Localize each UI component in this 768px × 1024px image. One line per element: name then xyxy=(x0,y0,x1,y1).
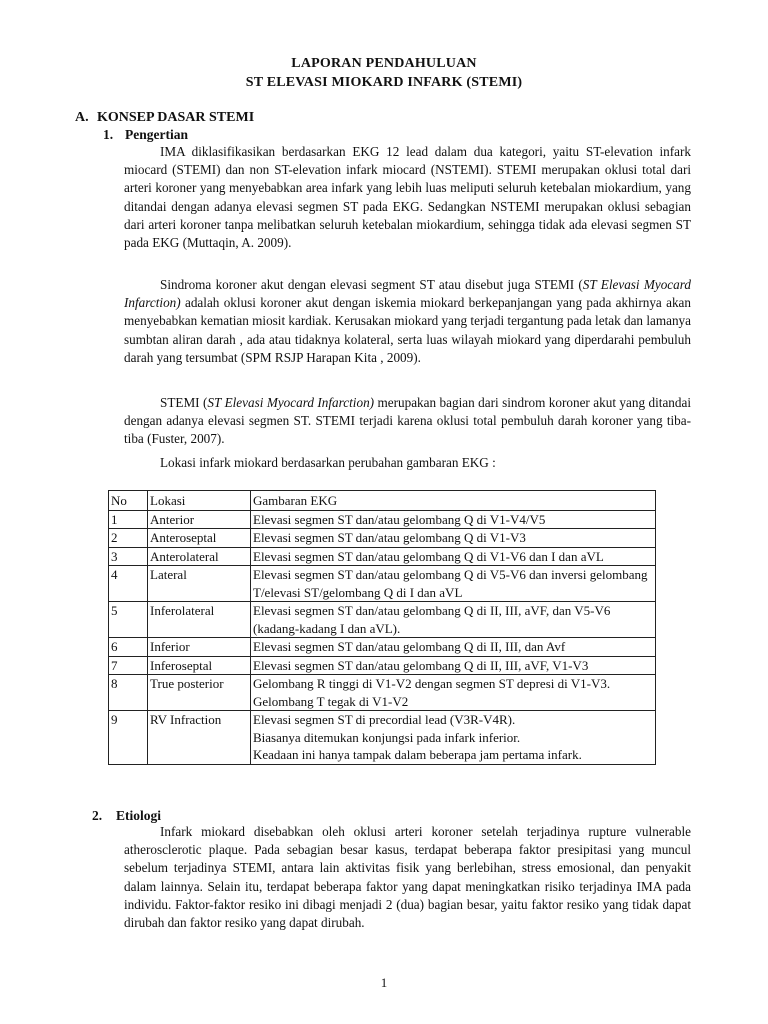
table-cell-ekg: Elevasi segmen ST dan/atau gelombang Q di II, III, dan Avf xyxy=(251,638,656,657)
table-cell-ekg: Elevasi segmen ST di precordial lead (V3R-V4R). Biasanya ditemukan konjungsi pada infark inferior. Keadaan ini hanya tampak dalam beberapa jam pertama infark. xyxy=(251,711,656,765)
table-cell-no: 1 xyxy=(109,510,148,529)
table-cell-location: Inferior xyxy=(148,638,251,657)
table-cell-ekg: Elevasi segmen ST dan/atau gelombang Q di V1-V6 dan I dan aVL xyxy=(251,547,656,566)
table-cell-location: Anterolateral xyxy=(148,547,251,566)
paragraph-etiology: Infark miokard disebabkan oleh oklusi arteri koroner setelah terjadinya rupture vulnerable atherosclerotic plaque. Pada sebagian besar kasus, terdapat beberapa faktor presipitasi yang muncul sebelum terjadinya STEMI, antara lain aktivitas fisik yang berlebihan, stress emosional, dan penyakit dalam lainnya. Selain itu, terdapat beberapa faktor yang dapat meningkatkan risiko terjadinya IMA pada individu. Faktor-faktor resiko ini dibagi menjadi 2 (dua) bagian besar, yaitu faktor resiko yang tidak dapat dirubah dan faktor resiko yang dapat dirubah. xyxy=(124,824,691,931)
table-cell-ekg: Gelombang R tinggi di V1-V2 dengan segmen ST depresi di V1-V3. Gelombang T tegak di V1-V2 xyxy=(251,675,656,711)
table-cell-no: 9 xyxy=(109,711,148,765)
section-a-title: KONSEP DASAR STEMI xyxy=(97,110,255,125)
table-cell-location: Inferolateral xyxy=(148,602,251,638)
table-cell-no: 5 xyxy=(109,602,148,638)
table-cell-no: 3 xyxy=(109,547,148,566)
table-cell-no: 2 xyxy=(109,529,148,548)
ekg-location-table xyxy=(108,490,656,765)
table-cell-location: RV Infraction xyxy=(148,711,251,765)
subsection-2-title: Etiologi xyxy=(116,808,162,823)
table-cell-no: 7 xyxy=(109,656,148,675)
paragraph-stemi-part-text-1: STEMI ( xyxy=(160,395,208,410)
paragraph-stemi-part xyxy=(124,394,691,449)
paragraph-stemi-part-italic: ST Elevasi Myocard Infarction) xyxy=(207,395,375,410)
paragraph-stemi-acs-text-2: adalah oklusi koroner akut dengan iskemia miokard berkepanjangan yang pada akhirnya akan menyebabkan kematian miosit kardiak. Kerusakan miokard yang terjadi tergantung pada letak dan lamanya sumbtan aliran darah , ada atau tidaknya kolateral, serta luas wilayah miokard yang diperdarahi pembuluh darah yang tersumbat (SPM RSJP Harapan Kita , 2009). xyxy=(124,295,691,365)
table-cell-no: 8 xyxy=(109,675,148,711)
table-header-location: Lokasi xyxy=(148,491,251,511)
subsection-2-number: 2. xyxy=(92,808,103,823)
paragraph-table-intro: Lokasi infark miokard berdasarkan perubahan gambaran EKG : xyxy=(160,455,496,470)
table-cell-ekg: Elevasi segmen ST dan/atau gelombang Q di V5-V6 dan inversi gelombang T/elevasi ST/gelombang Q di I dan aVL xyxy=(251,566,656,602)
subsection-1-number: 1. xyxy=(103,127,114,142)
table-cell-location: Anterior xyxy=(148,510,251,529)
table-row xyxy=(109,711,656,765)
table-row xyxy=(109,656,656,675)
page-number: 1 xyxy=(380,975,388,990)
table-cell-location: Anteroseptal xyxy=(148,529,251,548)
section-a-heading xyxy=(75,110,254,126)
table-cell-ekg: Elevasi segmen ST dan/atau gelombang Q di V1-V3 xyxy=(251,529,656,548)
table-body xyxy=(109,510,656,764)
paragraph-stemi-part-text-2: merupakan bagian dari sindrom koroner akut yang ditandai dengan adanya elevasi segmen ST. STEMI terjadi karena oklusi total pembuluh darah koroner yang tiba-tiba (Fuster, 2007). xyxy=(124,395,692,447)
table-row xyxy=(109,566,656,602)
table-header-no: No xyxy=(109,491,148,511)
table-cell-ekg: Elevasi segmen ST dan/atau gelombang Q di II, III, aVF, V1-V3 xyxy=(251,656,656,675)
table-header-ekg: Gambaran EKG xyxy=(251,491,656,511)
table-cell-no: 6 xyxy=(109,638,148,657)
table-row xyxy=(109,547,656,566)
document-title-line-1: LAPORAN PENDAHULUAN xyxy=(291,56,477,71)
table-row xyxy=(109,675,656,711)
subsection-1-heading xyxy=(103,127,188,143)
paragraph-stemi-acs-text-1: Sindroma koroner akut dengan elevasi segment ST atau disebut juga STEMI ( xyxy=(160,277,583,292)
table-cell-no: 4 xyxy=(109,566,148,602)
paragraph-definition: IMA diklasifikasikan berdasarkan EKG 12 lead dalam dua kategori, yaitu ST-elevation infark miocard (STEMI) dan non ST-elevation infark miocard (NSTEMI). STEMI merupakan oklusi total dari arteri koroner yang menyebabkan area infark yang lebih luas meliputi seluruh ketebalan miokardium, yang ditandai dengan adanya elevasi segmen ST pada EKG. Sedangkan NSTEMI merupakan oklusi sebagian dari arteri koroner tanpa melibatkan seluruh ketebalan miokardium, sehingga tidak ada elevasi segmen ST pada EKG (Muttaqin, A. 2009). xyxy=(124,144,691,251)
subsection-2-heading xyxy=(92,808,161,824)
table-row xyxy=(109,638,656,657)
table-cell-ekg: Elevasi segmen ST dan/atau gelombang Q di II, III, aVF, dan V5-V6 (kadang-kadang I dan aVL). xyxy=(251,602,656,638)
table-cell-ekg: Elevasi segmen ST dan/atau gelombang Q di V1-V4/V5 xyxy=(251,510,656,529)
table-header-row xyxy=(109,491,656,511)
table-cell-location: True posterior xyxy=(148,675,251,711)
table-cell-location: Inferoseptal xyxy=(148,656,251,675)
paragraph-stemi-acs xyxy=(124,276,691,367)
section-a-number: A. xyxy=(75,110,89,125)
subsection-1-title: Pengertian xyxy=(125,127,188,142)
table-row xyxy=(109,510,656,529)
table-row xyxy=(109,529,656,548)
table-row xyxy=(109,602,656,638)
table-cell-location: Lateral xyxy=(148,566,251,602)
document-title-line-2: ST ELEVASI MIOKARD INFARK (STEMI) xyxy=(245,75,523,90)
paragraph-stemi-acs-italic: ST Elevasi Myocard Infarction) xyxy=(124,277,691,311)
